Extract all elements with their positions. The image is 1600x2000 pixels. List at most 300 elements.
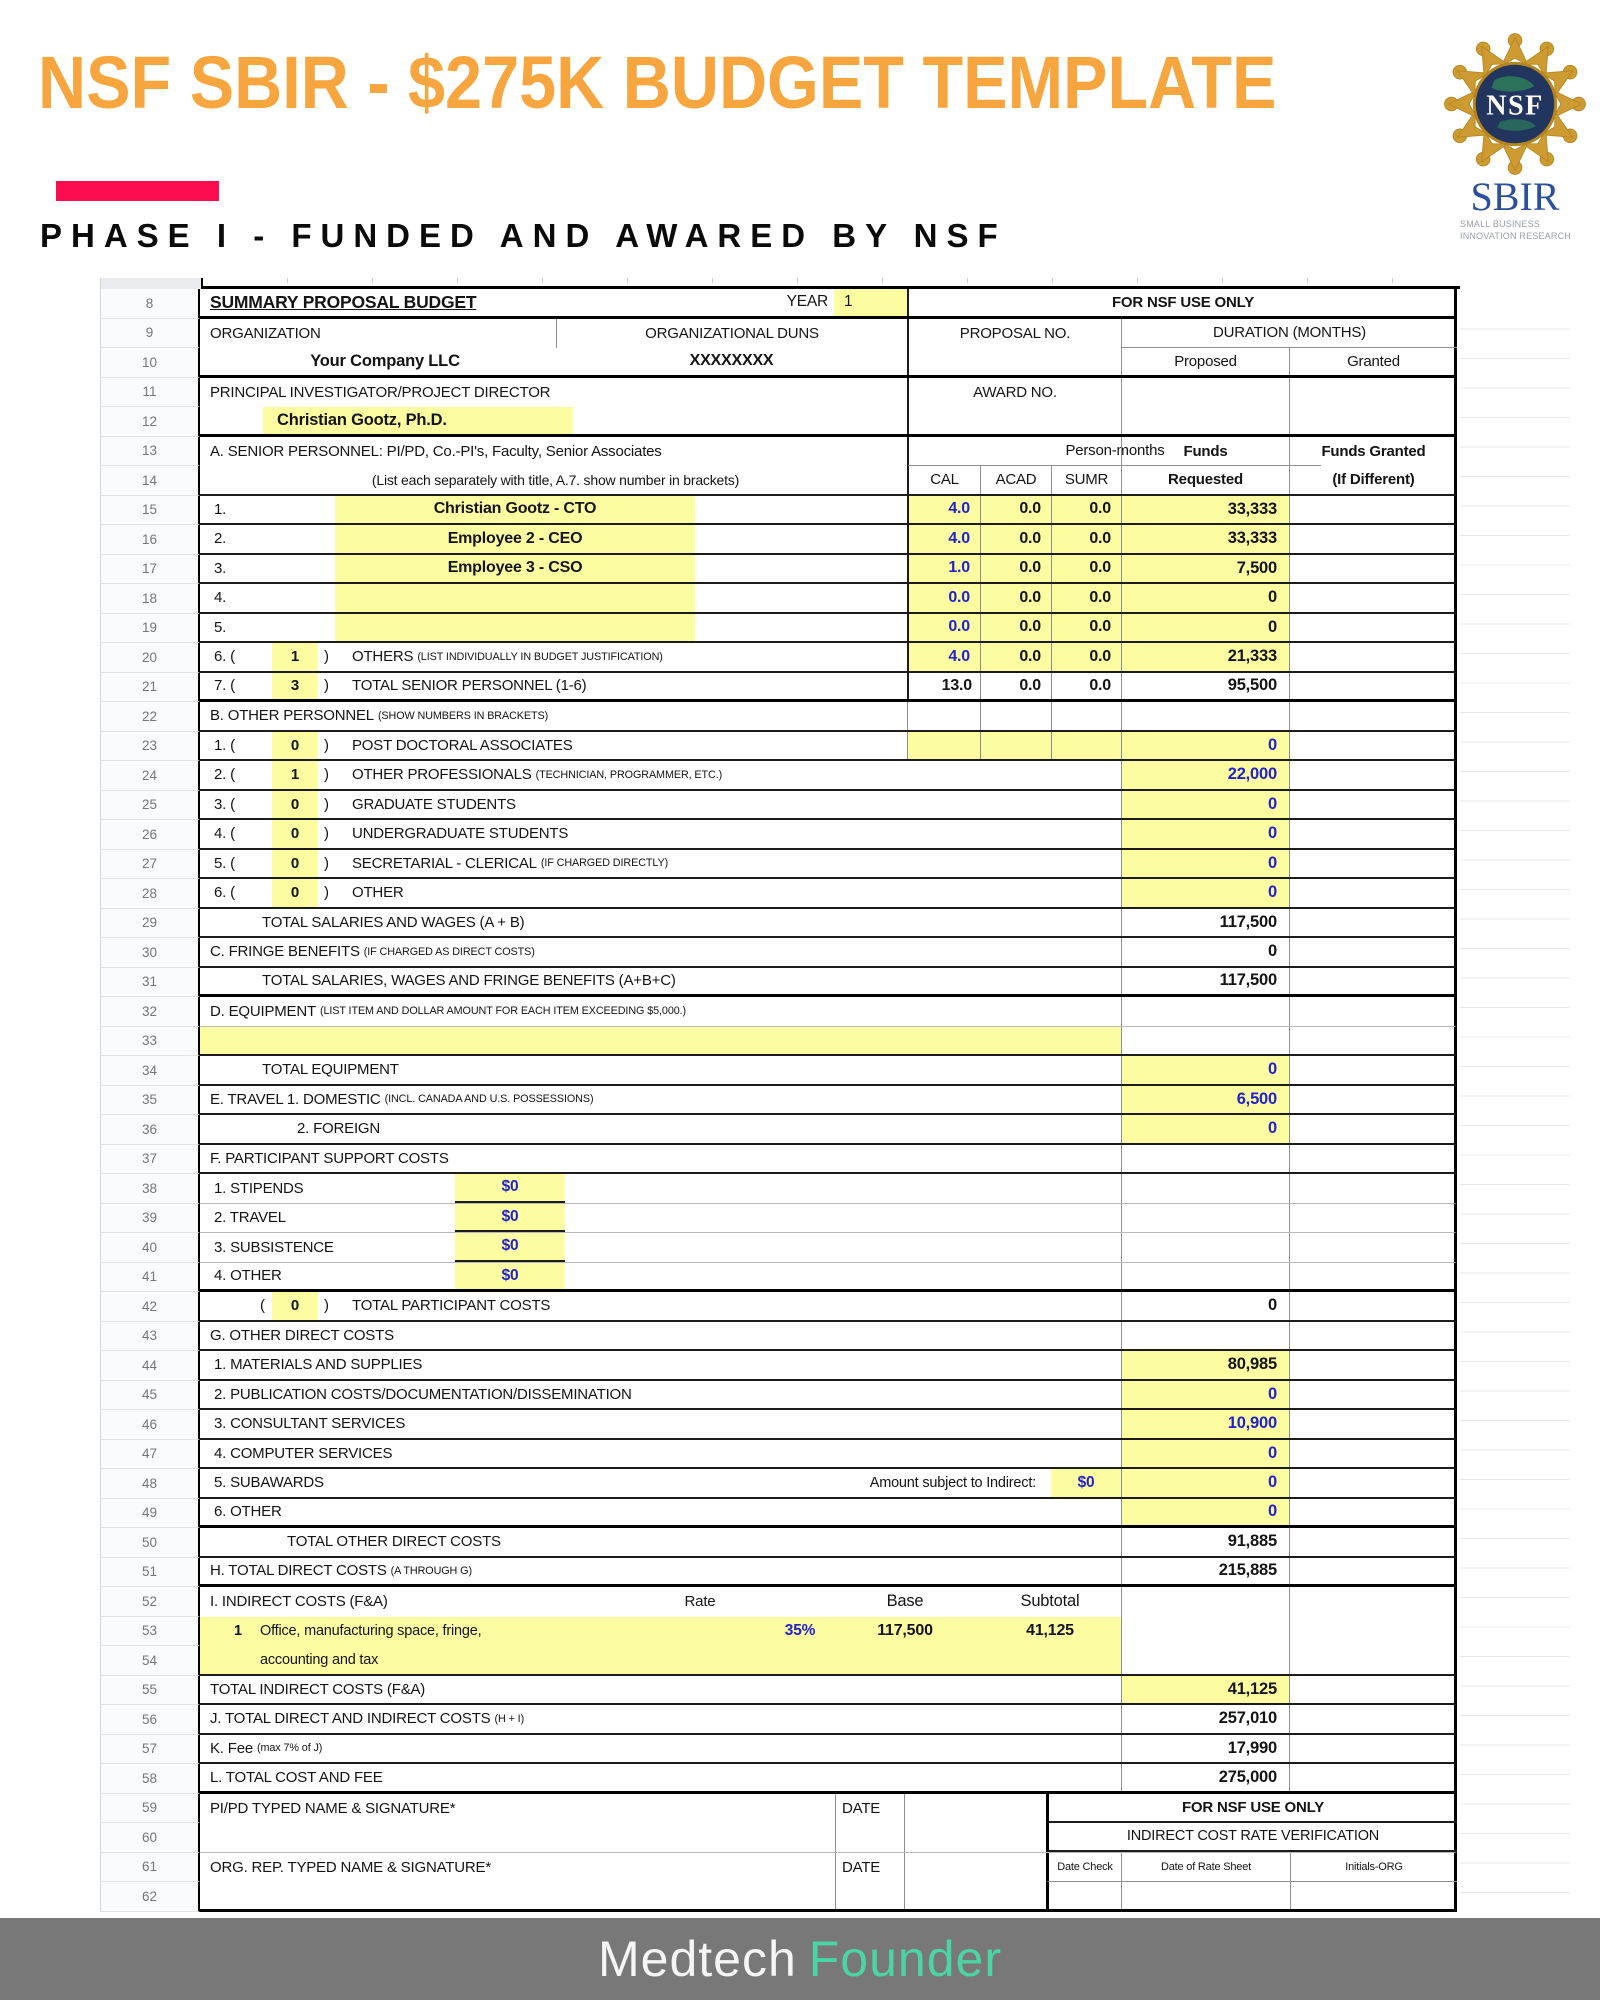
senior-2-funds[interactable]: 33,333: [1121, 525, 1289, 553]
row-content: [200, 1794, 1457, 1824]
cell-r19-4[interactable]: 0.0: [1051, 614, 1121, 642]
sheet-row-25: [100, 791, 1580, 821]
duration-label: DURATION (MONTHS): [1121, 319, 1457, 349]
row-number[interactable]: 25: [100, 791, 200, 821]
row-number[interactable]: 44: [100, 1351, 200, 1381]
footer-banner: [0, 1918, 1600, 2000]
sumr-header: SUMR: [1051, 466, 1121, 494]
cell-r48-4: [1289, 1469, 1457, 1497]
row-content: [200, 1617, 1457, 1647]
row-number[interactable]: 10: [100, 348, 200, 378]
cell-r42-5: [1289, 1292, 1457, 1320]
sheet-row-15: [100, 496, 1580, 526]
brand-medtech: Medtech: [597, 1931, 797, 1987]
date-of-rate-sheet-label: Date of Rate Sheet: [1121, 1853, 1290, 1883]
undergrad-label: UNDERGRADUATE STUDENTS: [352, 825, 569, 843]
cell-r25-2: ): [324, 795, 329, 813]
stipends-label: 1. STIPENDS: [214, 1179, 304, 1197]
row-content: [200, 1086, 1457, 1116]
row-number[interactable]: 13: [100, 437, 200, 467]
row-number[interactable]: 30: [100, 938, 200, 968]
secretarial-funds[interactable]: 0: [1121, 850, 1289, 878]
cell-r33-1: [1121, 1027, 1289, 1055]
grad-count[interactable]: 0: [272, 791, 318, 819]
cell-r39-3: [1289, 1204, 1457, 1233]
row-number[interactable]: 28: [100, 879, 200, 909]
section-a-label: A. SENIOR PERSONNEL: PI/PD, Co.-PI's, Faculty, Senior Associates: [210, 442, 662, 460]
sheet-row-53: [100, 1617, 1580, 1647]
materials-label: 1. MATERIALS AND SUPPLIES: [214, 1356, 423, 1374]
senior-3-name[interactable]: Employee 3 - CSO: [335, 555, 695, 583]
section-g-label: G. OTHER DIRECT COSTS: [210, 1326, 394, 1344]
sheet-row-34: [100, 1056, 1580, 1086]
row-content: [200, 1676, 1457, 1706]
odc-other-value[interactable]: 0: [1121, 1499, 1289, 1526]
indirect-rate-value: 35%: [784, 1622, 816, 1640]
total-indirect-value[interactable]: 41,125: [1121, 1676, 1289, 1704]
cell-r21-6: 0.0: [1051, 673, 1121, 700]
person-months-header: Person-months: [907, 437, 1321, 467]
row-number[interactable]: 27: [100, 850, 200, 880]
sheet-row-24: [100, 761, 1580, 791]
sheet-column-strip: [100, 278, 1580, 289]
sheet-row-56: [100, 1705, 1580, 1735]
row-content: [200, 1882, 1457, 1912]
cell-r40-3: [1289, 1233, 1457, 1262]
cell-r16-3[interactable]: 0.0: [980, 525, 1051, 553]
cell-r20-8: [1289, 643, 1457, 671]
cell-r37-1: [1121, 1145, 1289, 1173]
grad-label: GRADUATE STUDENTS: [352, 795, 516, 813]
cell-r33-2: [1289, 1027, 1457, 1055]
row-content: [200, 1558, 1457, 1588]
row-number[interactable]: 22: [100, 702, 200, 732]
row-content: [200, 1174, 1457, 1204]
row-number[interactable]: 59: [100, 1794, 200, 1824]
row-number[interactable]: 61: [100, 1853, 200, 1883]
travel-foreign-label: 2. FOREIGN: [297, 1120, 381, 1138]
travel-foreign-value[interactable]: 0: [1121, 1115, 1289, 1143]
sheet-row-13: [100, 437, 1580, 467]
row-content: [200, 1646, 1457, 1676]
undergrad-count[interactable]: 0: [272, 820, 318, 848]
senior-1-funds[interactable]: 33,333: [1121, 496, 1289, 524]
indirect-desc-line2: accounting and tax: [260, 1651, 379, 1668]
publication-value[interactable]: 0: [1121, 1381, 1289, 1409]
pi-value[interactable]: Christian Gootz, Ph.D.: [263, 407, 573, 434]
funds-granted-header: Funds Granted: [1289, 437, 1457, 467]
row-number[interactable]: 15: [100, 496, 200, 526]
equipment-input-cell[interactable]: [200, 1027, 1121, 1055]
cell-r28-0: 6. (: [214, 884, 235, 902]
other-personnel-funds[interactable]: 0: [1121, 879, 1289, 907]
sbir-caption-line2: INNOVATION RESEARCH: [1460, 230, 1571, 241]
cell-r18-3[interactable]: 0.0: [980, 584, 1051, 612]
row-number[interactable]: 51: [100, 1558, 200, 1588]
psc-other-label: 4. OTHER: [214, 1267, 282, 1285]
fringe-value: 0: [1121, 938, 1289, 966]
sheet-row-47: [100, 1440, 1580, 1470]
sheet-row-32: [100, 997, 1580, 1027]
pi-date-label: DATE: [835, 1794, 905, 1824]
cell-r42-0: (: [260, 1297, 265, 1315]
travel-domestic-label: E. TRAVEL 1. DOMESTIC (INCL. CANADA AND U.S. POSSESSIONS): [210, 1090, 594, 1108]
postdoc-count[interactable]: 0: [272, 732, 318, 760]
travel-domestic-value[interactable]: 6,500: [1121, 1086, 1289, 1114]
row-number[interactable]: 60: [100, 1823, 200, 1853]
organization-label: ORGANIZATION: [210, 324, 321, 342]
cell-r17-4[interactable]: 0.0: [1051, 555, 1121, 583]
row-content: [200, 1587, 1457, 1617]
other-prof-funds[interactable]: 22,000: [1121, 761, 1289, 789]
row-number[interactable]: 58: [100, 1764, 200, 1794]
for-nsf-use-only-label: FOR NSF USE ONLY: [907, 289, 1457, 316]
cell-r21-2: ): [324, 677, 329, 695]
row-content: [200, 1705, 1457, 1735]
sheet-row-31: [100, 968, 1580, 998]
senior-3-funds[interactable]: 7,500: [1121, 555, 1289, 583]
cell-r46-2: [1289, 1410, 1457, 1438]
total-odc-label: TOTAL OTHER DIRECT COSTS: [287, 1533, 501, 1551]
row-number[interactable]: 24: [100, 761, 200, 791]
cell-r16-4[interactable]: 0.0: [1051, 525, 1121, 553]
sheet-row-58: [100, 1764, 1580, 1794]
cell-r22-3: [1051, 702, 1121, 730]
row-number[interactable]: 43: [100, 1322, 200, 1352]
pi-signature-label: PI/PD TYPED NAME & SIGNATURE*: [210, 1799, 456, 1817]
ghost-gridlines: [1460, 300, 1570, 1923]
materials-value[interactable]: 80,985: [1121, 1351, 1289, 1379]
cell-r17-0: 3.: [214, 559, 227, 577]
sheet-row-19: [100, 614, 1580, 644]
row-content: [200, 289, 1457, 319]
cell-r19-5[interactable]: 0: [1121, 614, 1289, 642]
award-no-label: AWARD NO.: [907, 378, 1121, 408]
cell-r25-5: [1289, 791, 1457, 819]
total-cost-fee-label: L. TOTAL COST AND FEE: [210, 1768, 383, 1786]
cell-r40-2: [1121, 1233, 1289, 1262]
row-number[interactable]: 39: [100, 1204, 200, 1234]
undergrad-funds[interactable]: 0: [1121, 820, 1289, 848]
total-senior-count[interactable]: 3: [272, 673, 318, 700]
total-equipment-value[interactable]: 0: [1121, 1056, 1289, 1084]
cell-r39-2: [1121, 1204, 1289, 1233]
cell-r37-2: [1289, 1145, 1457, 1173]
sheet-row-11: [100, 378, 1580, 408]
cell-r43-1: [1121, 1322, 1289, 1350]
cell-r15-0: 1.: [214, 500, 227, 518]
row-content: [200, 879, 1457, 909]
row-number[interactable]: 18: [100, 584, 200, 614]
row-number[interactable]: 46: [100, 1410, 200, 1440]
sheet-row-16: [100, 525, 1580, 555]
row-number[interactable]: 34: [100, 1056, 200, 1086]
cell-r62-0: [835, 1882, 905, 1909]
row-number[interactable]: 54: [100, 1646, 200, 1676]
cell-r22-5: [1289, 702, 1457, 730]
proposed-label: Proposed: [1121, 348, 1289, 375]
spreadsheet: [100, 278, 1580, 1912]
granted-label: Granted: [1289, 348, 1457, 375]
row-number[interactable]: 31: [100, 968, 200, 998]
cell-r12-3: [1289, 407, 1457, 434]
cell-r18-4[interactable]: 0.0: [1051, 584, 1121, 612]
row-content: [200, 1410, 1457, 1440]
cell-r32-2: [1289, 997, 1457, 1026]
senior-3-cal[interactable]: 1.0: [907, 555, 980, 583]
cell-r17-6: [1289, 555, 1457, 583]
row-content: [200, 732, 1457, 762]
cell-r54-3: [1289, 1646, 1457, 1674]
total-participant-value: 0: [1121, 1292, 1289, 1320]
row-number[interactable]: 21: [100, 673, 200, 703]
cell-r15-6: [1289, 496, 1457, 524]
cell-r19-0: 5.: [214, 618, 227, 636]
postdoc-label: POST DOCTORAL ASSOCIATES: [352, 736, 573, 754]
total-participant-label: TOTAL PARTICIPANT COSTS: [352, 1297, 551, 1315]
row-number[interactable]: 37: [100, 1145, 200, 1175]
total-d-and-i-label: J. TOTAL DIRECT AND INDIRECT COSTS (H + I): [210, 1710, 525, 1728]
row-number[interactable]: 49: [100, 1499, 200, 1529]
row-content: [200, 1204, 1457, 1234]
row-number[interactable]: 62: [100, 1882, 200, 1912]
other-prof-label: OTHER PROFESSIONALS (TECHNICIAN, PROGRAMMER, ETC.): [352, 766, 723, 784]
row-number[interactable]: 47: [100, 1440, 200, 1470]
sheet-row-33: [100, 1027, 1580, 1057]
sheet-row-18: [100, 584, 1580, 614]
cell-r19-2[interactable]: 0.0: [907, 614, 980, 642]
rate-verification-label: INDIRECT COST RATE VERIFICATION: [1046, 1823, 1457, 1852]
subsistence-label: 3. SUBSISTENCE: [214, 1238, 334, 1256]
cell-r23-0: 1. (: [214, 736, 235, 754]
sheet-row-40: [100, 1233, 1580, 1263]
cell-r15-4[interactable]: 0.0: [1051, 496, 1121, 524]
indirect-desc-line1: Office, manufacturing space, fringe,: [260, 1623, 482, 1640]
row-number[interactable]: 41: [100, 1263, 200, 1293]
base-header: Base: [886, 1592, 924, 1611]
computer-label: 4. COMPUTER SERVICES: [214, 1444, 393, 1462]
acad-header: ACAD: [980, 466, 1051, 494]
senior-4-name[interactable]: [335, 584, 695, 612]
other-personnel-count[interactable]: 0: [272, 879, 318, 907]
row-number[interactable]: 14: [100, 466, 200, 496]
senior-1-cal[interactable]: 4.0: [907, 496, 980, 524]
row-number[interactable]: 20: [100, 643, 200, 673]
row-number[interactable]: 36: [100, 1115, 200, 1145]
stipends-value[interactable]: $0: [455, 1174, 565, 1203]
sheet-row-59: [100, 1794, 1580, 1824]
organization-value[interactable]: Your Company LLC: [310, 351, 460, 370]
cell-r12-2: [1121, 407, 1289, 434]
secretarial-count[interactable]: 0: [272, 850, 318, 878]
row-number[interactable]: 45: [100, 1381, 200, 1411]
row-number[interactable]: 9: [100, 319, 200, 349]
senior-2-name[interactable]: Employee 2 - CEO: [335, 525, 695, 553]
row-number[interactable]: 56: [100, 1705, 200, 1735]
cell-r54-2: [1121, 1646, 1289, 1674]
computer-value[interactable]: 0: [1121, 1440, 1289, 1468]
total-senior-funds: 95,500: [1121, 673, 1289, 700]
cell-r15-3[interactable]: 0.0: [980, 496, 1051, 524]
cell-r23-6[interactable]: [1051, 732, 1121, 760]
row-number[interactable]: 8: [100, 289, 200, 319]
grad-funds[interactable]: 0: [1121, 791, 1289, 819]
sheet-column-ticks: [203, 278, 1460, 289]
postdoc-funds[interactable]: 0: [1121, 732, 1289, 760]
nsf-use-box-header: FOR NSF USE ONLY: [1046, 1794, 1457, 1824]
sheet-row-26: [100, 820, 1580, 850]
sheet-row-28: [100, 879, 1580, 909]
senior-5-name[interactable]: [335, 614, 695, 642]
cell-r22-4: [1121, 702, 1289, 730]
cell-r18-5[interactable]: 0: [1121, 584, 1289, 612]
others-count[interactable]: 1: [272, 643, 318, 671]
row-number[interactable]: 42: [100, 1292, 200, 1322]
total-salaries-label: TOTAL SALARIES AND WAGES (A + B): [262, 913, 525, 931]
participant-count[interactable]: 0: [272, 1292, 318, 1320]
nsf-logo-text: NSF: [1486, 90, 1544, 122]
subsistence-value[interactable]: $0: [455, 1233, 565, 1262]
cell-r18-0: 4.: [214, 589, 227, 607]
cell-r24-5: [1289, 761, 1457, 789]
row-content: [200, 555, 1457, 585]
row-number[interactable]: 12: [100, 407, 200, 437]
consultant-value[interactable]: 10,900: [1121, 1410, 1289, 1438]
cell-r35-2: [1289, 1086, 1457, 1114]
sheet-row-60: [100, 1823, 1580, 1853]
org-rep-signature-label: ORG. REP. TYPED NAME & SIGNATURE*: [210, 1858, 491, 1876]
row-number[interactable]: 48: [100, 1469, 200, 1499]
row-content: [200, 909, 1457, 939]
row-content: [200, 1115, 1457, 1145]
row-number[interactable]: 32: [100, 997, 200, 1027]
total-cost-fee-value: 275,000: [1121, 1764, 1289, 1791]
accent-bar: [56, 181, 219, 201]
requested-header: Requested: [1121, 466, 1289, 494]
publication-label: 2. PUBLICATION COSTS/DOCUMENTATION/DISSEMINATION: [214, 1385, 632, 1403]
cell-r23-5[interactable]: [980, 732, 1051, 760]
row-content: [200, 997, 1457, 1027]
cell-r45-2: [1289, 1381, 1457, 1409]
row-number[interactable]: 40: [100, 1233, 200, 1263]
row-content: [200, 702, 1457, 732]
duns-value[interactable]: XXXXXXXX: [689, 352, 774, 370]
row-number[interactable]: 55: [100, 1676, 200, 1706]
others-cal[interactable]: 4.0: [907, 643, 980, 671]
sheet-row-36: [100, 1115, 1580, 1145]
sheet-row-49: [100, 1499, 1580, 1529]
cell-r20-5[interactable]: 0.0: [980, 643, 1051, 671]
indirect-subtotal-value: 41,125: [1026, 1622, 1074, 1640]
cell-r25-0: 3. (: [214, 795, 235, 813]
row-number[interactable]: 17: [100, 555, 200, 585]
year-value[interactable]: 1: [834, 289, 907, 316]
cell-r11-3: [1289, 378, 1457, 408]
cell-r44-2: [1289, 1351, 1457, 1379]
row-content: [200, 1233, 1457, 1263]
sheet-row-50: [100, 1528, 1580, 1558]
senior-1-name[interactable]: Christian Gootz - CTO: [335, 496, 695, 524]
sheet-row-10: [100, 348, 1580, 378]
subawards-value[interactable]: 0: [1121, 1469, 1289, 1497]
section-a-note: (List each separately with title, A.7. show number in brackets): [371, 471, 740, 488]
cell-r23-4[interactable]: [907, 732, 980, 760]
total-d-and-i-value: 257,010: [1121, 1705, 1289, 1733]
row-number[interactable]: 19: [100, 614, 200, 644]
sheet-corner: [100, 278, 203, 289]
cell-r23-2: ): [324, 736, 329, 754]
cell-r23-8: [1289, 732, 1457, 760]
cell-r22-2: [980, 702, 1051, 730]
cell-r28-5: [1289, 879, 1457, 907]
sheet-row-29: [100, 909, 1580, 939]
cell-r29-2: [1289, 909, 1457, 937]
cell-r20-0: 6. (: [214, 648, 235, 666]
cell-r50-2: [1289, 1528, 1457, 1556]
row-number[interactable]: 11: [100, 378, 200, 408]
cell-r62-2: [1121, 1882, 1290, 1909]
cell-r42-2: ): [324, 1297, 329, 1315]
cell-r60-0: [835, 1823, 905, 1852]
cell-r16-0: 2.: [214, 530, 227, 548]
row-number[interactable]: 52: [100, 1587, 200, 1617]
psc-other-value[interactable]: $0: [455, 1263, 565, 1290]
row-content: [200, 938, 1457, 968]
row-content: [200, 348, 1457, 378]
cell-r38-3: [1289, 1174, 1457, 1203]
row-content: [200, 1499, 1457, 1529]
cell-r26-0: 4. (: [214, 825, 235, 843]
duns-label: ORGANIZATIONAL DUNS: [556, 319, 907, 349]
cell-r19-3[interactable]: 0.0: [980, 614, 1051, 642]
psc-travel-value[interactable]: $0: [455, 1204, 565, 1233]
cell-r20-6[interactable]: 0.0: [1051, 643, 1121, 671]
row-number[interactable]: 26: [100, 820, 200, 850]
senior-2-cal[interactable]: 4.0: [907, 525, 980, 553]
amount-subject-value[interactable]: $0: [1051, 1469, 1121, 1497]
cell-r28-2: ): [324, 884, 329, 902]
row-number[interactable]: 23: [100, 732, 200, 762]
row-number[interactable]: 50: [100, 1528, 200, 1558]
row-number[interactable]: 53: [100, 1617, 200, 1647]
row-number[interactable]: 35: [100, 1086, 200, 1116]
indirect-base-value: 117,500: [877, 1622, 933, 1640]
cell-r18-2[interactable]: 0.0: [907, 584, 980, 612]
sheet-row-37: [100, 1145, 1580, 1175]
nsf-logo-icon: [1441, 30, 1589, 178]
others-funds[interactable]: 21,333: [1121, 643, 1289, 671]
sheet-row-20: [100, 643, 1580, 673]
row-number[interactable]: 38: [100, 1174, 200, 1204]
sheet-row-51: [100, 1558, 1580, 1588]
row-number[interactable]: 29: [100, 909, 200, 939]
sheet-row-22: [100, 702, 1580, 732]
other-prof-count[interactable]: 1: [272, 761, 318, 789]
row-number[interactable]: 57: [100, 1735, 200, 1765]
row-content: [200, 1853, 1457, 1883]
sheet-row-62: [100, 1882, 1580, 1912]
sheet-row-30: [100, 938, 1580, 968]
cell-r17-3[interactable]: 0.0: [980, 555, 1051, 583]
row-number[interactable]: 33: [100, 1027, 200, 1057]
sheet-row-8: [100, 289, 1580, 319]
sheet-row-44: [100, 1351, 1580, 1381]
row-number[interactable]: 16: [100, 525, 200, 555]
cell-r11-2: [1121, 378, 1289, 408]
total-direct-label: H. TOTAL DIRECT COSTS (A THROUGH G): [210, 1562, 472, 1580]
sheet-row-57: [100, 1735, 1580, 1765]
row-content: [200, 319, 1457, 349]
